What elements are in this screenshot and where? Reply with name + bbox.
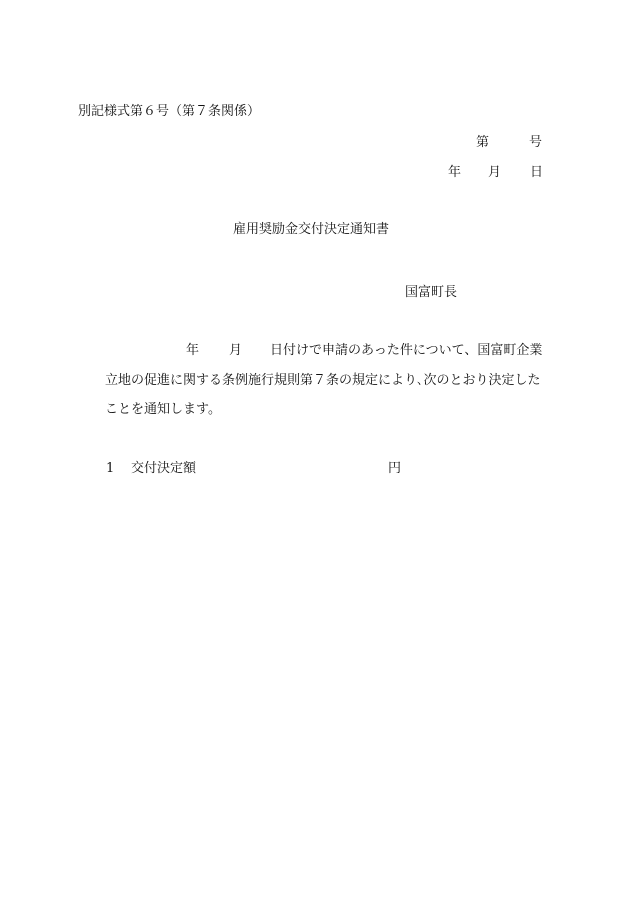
- date-day-label: 日: [530, 165, 544, 180]
- document-number-suffix: 号: [529, 135, 543, 150]
- body-month-label: 月: [229, 343, 243, 358]
- form-label: 別記様式第６号（第７条関係）: [78, 104, 261, 119]
- body-line-1: 日付けで申請のあった件について、国富町企業: [270, 343, 543, 358]
- issuer-name: 国富町長: [405, 285, 458, 300]
- body-line-2: 立地の促進に関する条例施行規則第７条の規定により､次のとおり決定した: [105, 373, 541, 388]
- body-year-label: 年: [186, 343, 200, 358]
- date-month-label: 月: [488, 165, 502, 180]
- document-title: 雇用奨励金交付決定通知書: [233, 222, 390, 237]
- date-year-label: 年: [448, 165, 462, 180]
- item-unit: 円: [388, 461, 402, 476]
- document-number-prefix: 第: [476, 135, 490, 150]
- item-label: 交付決定額: [131, 461, 197, 476]
- body-line-3: ことを通知します。: [105, 402, 221, 417]
- item-number: 1: [106, 461, 115, 476]
